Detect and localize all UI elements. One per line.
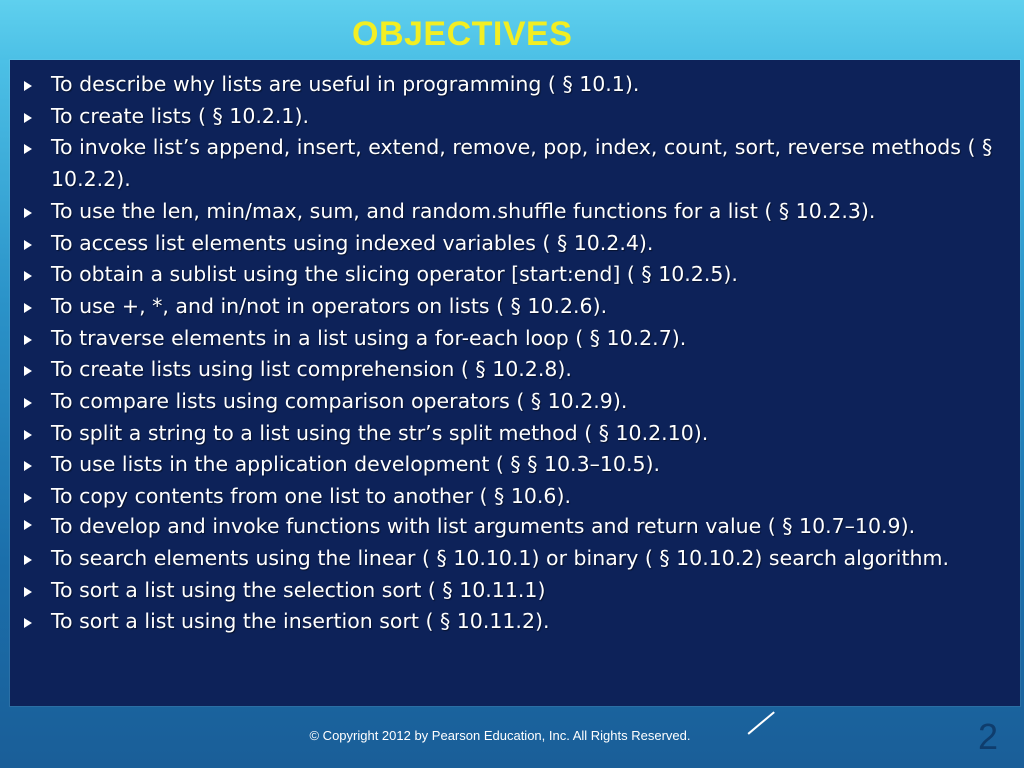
objective-item: To copy contents from one list to another ( § 10.6). [24, 481, 1014, 513]
objective-item: To use +, *, and in/not in operators on lists ( § 10.2.6). [24, 291, 1014, 323]
objective-item: To split a string to a list using the str’s split method ( § 10.2.10). [24, 418, 1014, 450]
bullet-icon [24, 461, 32, 471]
bullet-icon [24, 335, 32, 345]
objectives-panel [10, 60, 1020, 706]
copyright-text: © Copyright 2012 by Pearson Education, Inc. All Rights Reserved. [309, 728, 691, 743]
bullet-icon [24, 240, 32, 250]
bullet-icon [24, 144, 32, 154]
objectives-list [24, 69, 1014, 638]
objective-item: To use the len, min/max, sum, and random.shuffle functions for a list ( § 10.2.3). [24, 196, 1014, 228]
bullet-icon [24, 587, 32, 597]
bullet-icon [24, 398, 32, 408]
bullet-icon [24, 208, 32, 218]
objective-item: To invoke list’s append, insert, extend, remove, pop, index, count, sort, reverse methods ( § 10.2.2). [24, 132, 1014, 195]
objective-item: To traverse elements in a list using a for-each loop ( § 10.2.7). [24, 323, 1014, 355]
objective-item: To access list elements using indexed variables ( § 10.2.4). [24, 228, 1014, 260]
bullet-icon [24, 555, 32, 565]
copyright-footer [0, 728, 1000, 743]
bullet-icon [24, 366, 32, 376]
objective-item: To describe why lists are useful in programming ( § 10.1). [24, 69, 1014, 101]
objective-item: To sort a list using the selection sort ( § 10.11.1) [24, 575, 1014, 607]
bullet-icon [24, 493, 32, 503]
bullet-icon [24, 271, 32, 281]
bullet-icon [24, 520, 32, 530]
objective-item: To create lists ( § 10.2.1). [24, 101, 1014, 133]
objective-item: To use lists in the application development ( § § 10.3–10.5). [24, 449, 1014, 481]
bullet-icon [24, 303, 32, 313]
objective-item: To sort a list using the insertion sort ( § 10.11.2). [24, 606, 1014, 638]
slide-title: OBJECTIVES [352, 15, 573, 53]
bullet-icon [24, 618, 32, 628]
page-number: 2 [977, 716, 998, 757]
objective-item: To compare lists using comparison operators ( § 10.2.9). [24, 386, 1014, 418]
bullet-icon [24, 430, 32, 440]
objective-item: To obtain a sublist using the slicing operator [start:end] ( § 10.2.5). [24, 259, 1014, 291]
bullet-icon [24, 81, 32, 91]
objective-item: To create lists using list comprehension ( § 10.2.8). [24, 354, 1014, 386]
bullet-icon [24, 113, 32, 123]
objective-item: To develop and invoke functions with list arguments and return value ( § 10.7–10.9). [24, 513, 1014, 543]
objective-item: To search elements using the linear ( § 10.10.1) or binary ( § 10.10.2) search algorithm. [24, 543, 1014, 575]
